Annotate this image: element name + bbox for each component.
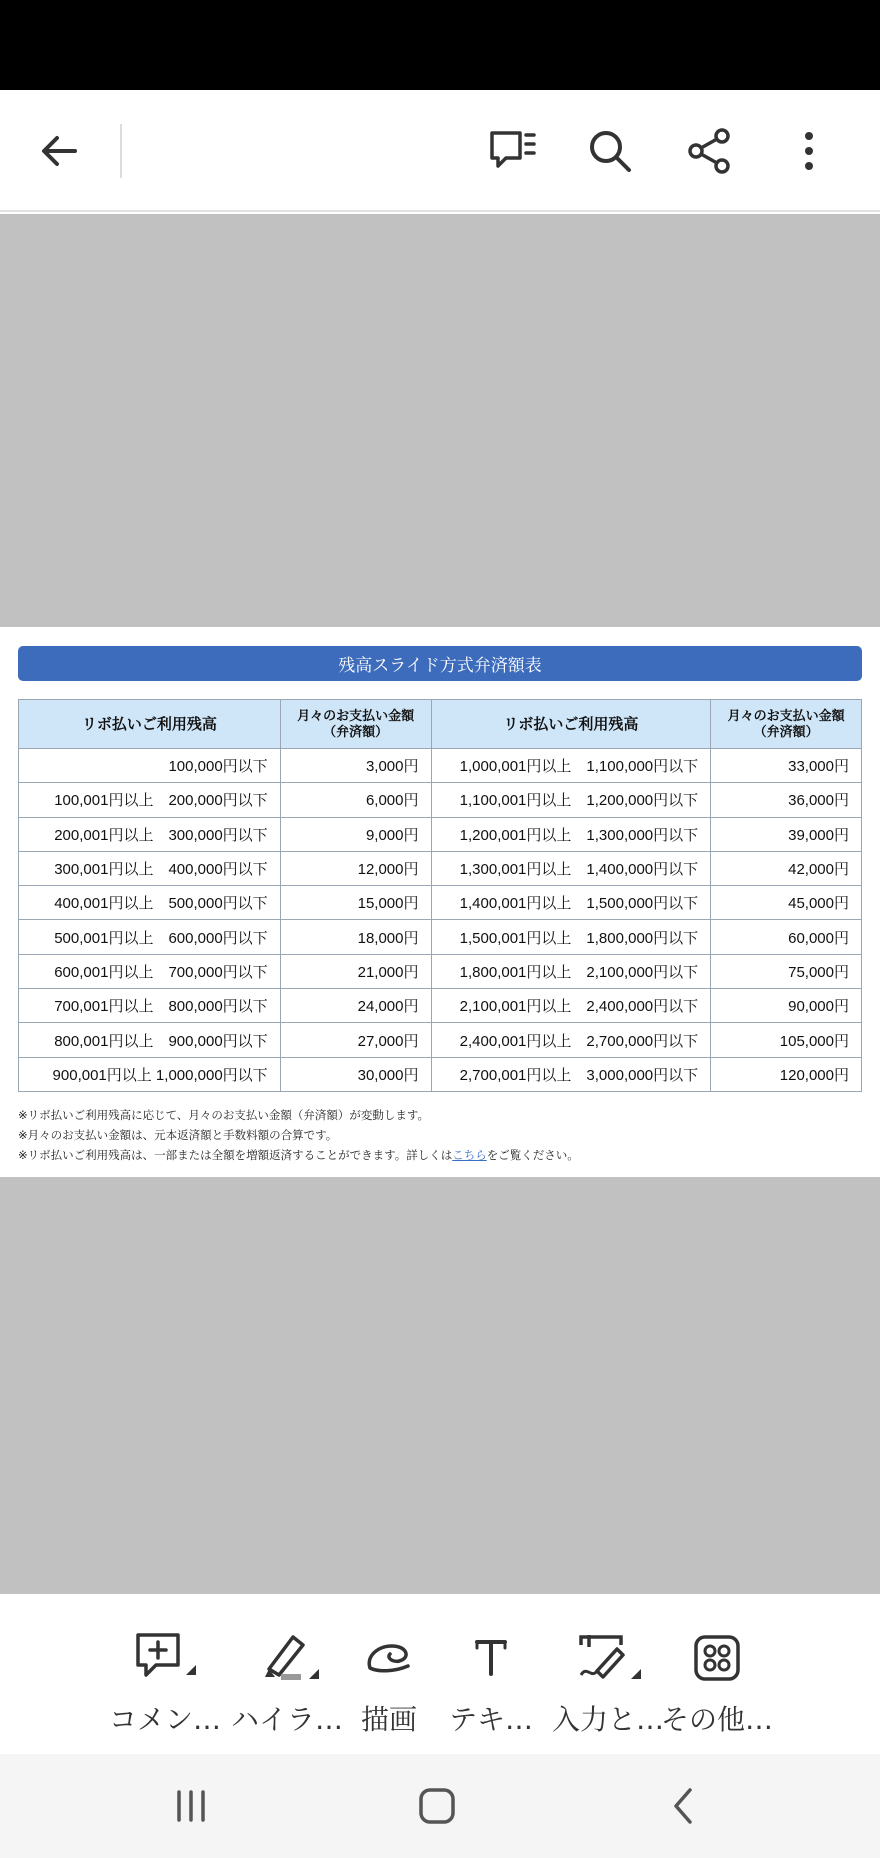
note-3 bbox=[18, 1145, 579, 1165]
comments-button[interactable] bbox=[478, 116, 548, 186]
payment-right-cell: 42,000円 bbox=[711, 851, 862, 885]
payment-left-cell: 18,000円 bbox=[280, 920, 431, 954]
table-row bbox=[19, 920, 862, 954]
annotation-toolbar bbox=[0, 1594, 880, 1754]
payment-right-cell: 60,000円 bbox=[711, 920, 862, 954]
more-tools[interactable] bbox=[662, 1630, 772, 1740]
header-balance-left: リボ払いご利用残高 bbox=[19, 700, 281, 749]
payment-left-cell: 15,000円 bbox=[280, 886, 431, 920]
page-background-bottom bbox=[0, 1177, 880, 1594]
table-row bbox=[19, 954, 862, 988]
share-button[interactable] bbox=[675, 116, 745, 186]
repayment-table bbox=[18, 699, 862, 1092]
status-bar bbox=[0, 0, 880, 90]
app-bar-divider bbox=[120, 124, 122, 178]
table-row bbox=[19, 817, 862, 851]
header-balance-right: リボ払いご利用残高 bbox=[431, 700, 711, 749]
toolbar-label: ハイラ… bbox=[230, 1703, 343, 1736]
payment-right-cell: 33,000円 bbox=[711, 749, 862, 783]
table-row bbox=[19, 783, 862, 817]
balance-right-cell: 1,800,001円以上 2,100,000円以下 bbox=[431, 954, 711, 988]
details-link[interactable]: こちら bbox=[452, 1148, 487, 1162]
balance-left-cell: 900,001円以上 1,000,000円以下 bbox=[19, 1057, 281, 1091]
table-header-row bbox=[19, 700, 862, 749]
more-options-button[interactable] bbox=[774, 116, 844, 186]
comments-list-icon bbox=[488, 128, 538, 174]
payment-left-cell: 6,000円 bbox=[280, 783, 431, 817]
table-row bbox=[19, 989, 862, 1023]
table-row bbox=[19, 1057, 862, 1091]
balance-left-cell: 100,000円以下 bbox=[19, 749, 281, 783]
table-row bbox=[19, 886, 862, 920]
page-background-top bbox=[0, 214, 880, 627]
balance-right-cell: 1,000,001円以上 1,100,000円以下 bbox=[431, 749, 711, 783]
header-payment-line1: 月々のお支払い金額 bbox=[297, 708, 415, 723]
system-nav-bar bbox=[0, 1754, 880, 1858]
balance-right-cell: 1,100,001円以上 1,200,000円以下 bbox=[431, 783, 711, 817]
payment-right-cell: 120,000円 bbox=[711, 1057, 862, 1091]
balance-right-cell: 1,500,001円以上 1,800,000円以下 bbox=[431, 920, 711, 954]
search-icon bbox=[587, 128, 633, 174]
search-button[interactable] bbox=[575, 116, 645, 186]
note-3-tail: をご覧ください。 bbox=[486, 1148, 579, 1162]
payment-left-cell: 12,000円 bbox=[280, 851, 431, 885]
payment-left-cell: 21,000円 bbox=[280, 954, 431, 988]
back-button[interactable] bbox=[24, 116, 94, 186]
payment-right-cell: 90,000円 bbox=[711, 989, 862, 1023]
header-payment-line1: 月々のお支払い金額 bbox=[727, 708, 845, 723]
payment-left-cell: 27,000円 bbox=[280, 1023, 431, 1057]
balance-left-cell: 100,001円以上 200,000円以下 bbox=[19, 783, 281, 817]
comment-tool[interactable] bbox=[110, 1630, 220, 1740]
table-row bbox=[19, 749, 862, 783]
header-payment-right bbox=[711, 700, 862, 749]
toolbar-label: 描画 bbox=[360, 1703, 417, 1736]
text-tool[interactable] bbox=[436, 1630, 546, 1740]
balance-right-cell: 2,400,001円以上 2,700,000円以下 bbox=[431, 1023, 711, 1057]
payment-left-cell: 30,000円 bbox=[280, 1057, 431, 1091]
document-page bbox=[0, 627, 880, 1177]
toolbar-label: テキ… bbox=[448, 1703, 533, 1736]
share-icon bbox=[686, 127, 734, 175]
note-3-text: ※リボ払いご利用残高は、一部または全額を増額返済することができます。詳しくは bbox=[18, 1148, 453, 1162]
highlighter-icon bbox=[255, 1631, 319, 1685]
recents-icon bbox=[171, 1788, 211, 1824]
table-title-banner: 残高スライド方式弁済額表 bbox=[18, 646, 862, 681]
payment-right-cell: 39,000円 bbox=[711, 817, 862, 851]
back-arrow-icon bbox=[37, 129, 81, 173]
balance-left-cell: 200,001円以上 300,000円以下 bbox=[19, 817, 281, 851]
balance-left-cell: 700,001円以上 800,000円以下 bbox=[19, 989, 281, 1023]
balance-right-cell: 1,300,001円以上 1,400,000円以下 bbox=[431, 851, 711, 885]
back-icon bbox=[668, 1786, 698, 1826]
note-1: ※リボ払いご利用残高に応じて、月々のお支払い金額（弁済額）が変動します。 bbox=[18, 1108, 429, 1122]
balance-right-cell: 2,100,001円以上 2,400,000円以下 bbox=[431, 989, 711, 1023]
nav-back-button[interactable] bbox=[648, 1776, 718, 1836]
home-button[interactable] bbox=[402, 1776, 472, 1836]
table-notes bbox=[18, 1105, 579, 1165]
payment-right-cell: 75,000円 bbox=[711, 954, 862, 988]
header-payment-line2: （弁済額） bbox=[753, 724, 819, 739]
header-payment-line2: （弁済額） bbox=[323, 724, 389, 739]
payment-right-cell: 105,000円 bbox=[711, 1023, 862, 1057]
balance-left-cell: 400,001円以上 500,000円以下 bbox=[19, 886, 281, 920]
balance-right-cell: 1,200,001円以上 1,300,000円以下 bbox=[431, 817, 711, 851]
payment-right-cell: 36,000円 bbox=[711, 783, 862, 817]
recents-button[interactable] bbox=[156, 1776, 226, 1836]
table-row bbox=[19, 851, 862, 885]
payment-left-cell: 24,000円 bbox=[280, 989, 431, 1023]
payment-left-cell: 3,000円 bbox=[280, 749, 431, 783]
more-vert-icon bbox=[799, 129, 819, 173]
table-row bbox=[19, 1023, 862, 1057]
toolbar-label: その他… bbox=[660, 1703, 773, 1736]
balance-left-cell: 500,001円以上 600,000円以下 bbox=[19, 920, 281, 954]
toolbar-label: コメン… bbox=[108, 1703, 221, 1736]
balance-left-cell: 600,001円以上 700,000円以下 bbox=[19, 954, 281, 988]
payment-right-cell: 45,000円 bbox=[711, 886, 862, 920]
more-apps-icon bbox=[693, 1634, 741, 1682]
payment-left-cell: 9,000円 bbox=[280, 817, 431, 851]
fill-sign-icon bbox=[575, 1631, 641, 1685]
header-payment-left bbox=[280, 700, 431, 749]
home-icon bbox=[417, 1786, 457, 1826]
balance-left-cell: 300,001円以上 400,000円以下 bbox=[19, 851, 281, 885]
comment-add-icon bbox=[134, 1631, 196, 1685]
balance-right-cell: 2,700,001円以上 3,000,000円以下 bbox=[431, 1057, 711, 1091]
balance-left-cell: 800,001円以上 900,000円以下 bbox=[19, 1023, 281, 1057]
note-2: ※月々のお支払い金額は、元本返済額と手数料額の合算です。 bbox=[18, 1128, 338, 1142]
text-icon bbox=[471, 1636, 511, 1680]
toolbar-label: 入力と… bbox=[551, 1703, 664, 1736]
draw-icon bbox=[364, 1638, 414, 1678]
balance-right-cell: 1,400,001円以上 1,500,000円以下 bbox=[431, 886, 711, 920]
app-bar bbox=[0, 90, 880, 212]
